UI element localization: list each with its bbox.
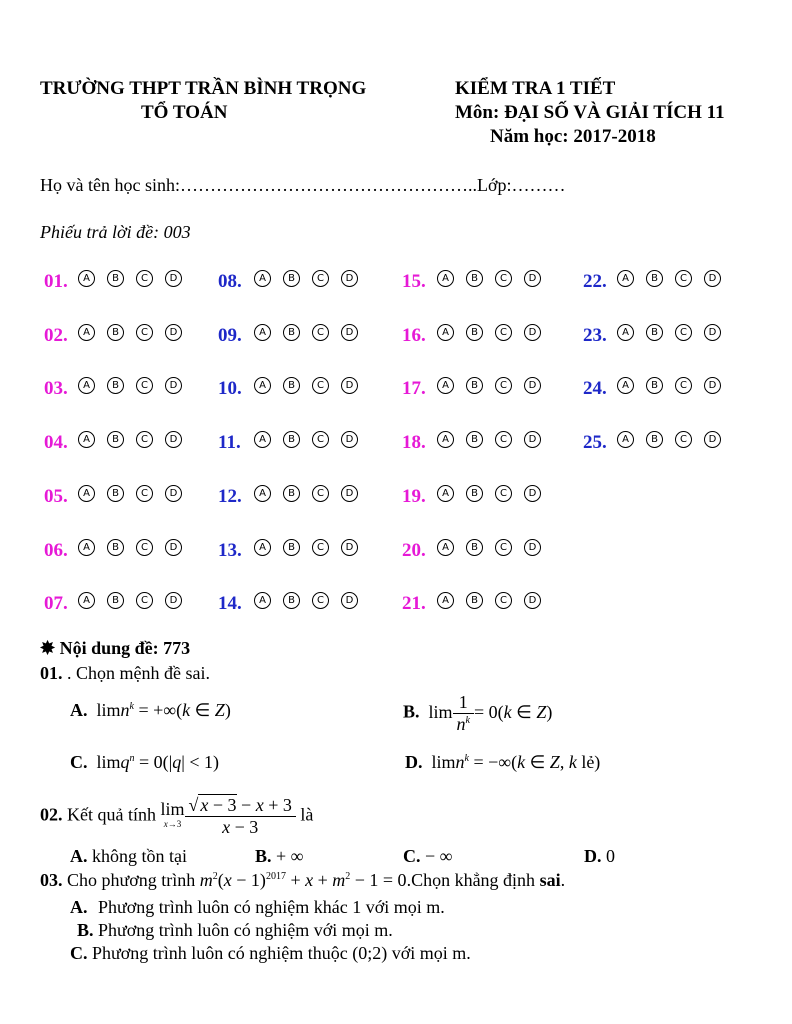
question-3-text-after: .Chọn khẳng định	[406, 870, 536, 890]
answer-bubble-c[interactable]: C	[675, 270, 692, 287]
answer-bubble-a[interactable]: A	[437, 485, 454, 502]
answer-bubble-a[interactable]: A	[78, 270, 95, 287]
q1-option-b-formula: lim $\frac{1}{n^k}$ = 0(k ∈ Z)	[424, 692, 553, 734]
q3-option-c-text: Phương trình luôn có nghiệm thuộc (0;2) với mọi m.	[92, 943, 471, 963]
answer-bubble-b[interactable]: B	[283, 377, 300, 394]
answer-bubble-b[interactable]: B	[646, 324, 663, 341]
answer-number: 06.	[44, 540, 68, 561]
answer-bubble-d[interactable]: D	[165, 539, 182, 556]
answer-number: 13.	[218, 540, 242, 561]
question-3-text-end: .	[560, 870, 566, 890]
answer-number: 12.	[218, 486, 242, 507]
answer-bubble-d[interactable]: D	[341, 377, 358, 394]
answer-bubble-c[interactable]: C	[136, 377, 153, 394]
question-1-number: 01.	[40, 663, 63, 683]
answer-bubble-a[interactable]: A	[78, 377, 95, 394]
q1-option-b-label: B.	[403, 701, 420, 722]
answer-bubble-b[interactable]: B	[107, 377, 124, 394]
answer-bubble-group	[78, 324, 182, 341]
answer-bubble-b[interactable]: B	[283, 431, 300, 448]
q2-option-b-label: B.	[255, 846, 272, 866]
q1-option-c-formula: limq$^n$ = 0(|q| < 1)	[92, 752, 220, 772]
answer-bubble-c[interactable]: C	[312, 485, 329, 502]
answer-bubble-b[interactable]: B	[646, 377, 663, 394]
student-info-line: Họ và tên học sinh:…………………………………………..Lớp:………	[40, 175, 566, 195]
answer-bubble-c[interactable]: C	[675, 324, 692, 341]
question-3-text-bold: sai	[539, 870, 561, 890]
question-2-text-before: Kết quả tính	[67, 804, 156, 825]
answer-bubble-c[interactable]: C	[136, 431, 153, 448]
answer-bubble-c[interactable]: C	[675, 431, 692, 448]
answer-bubble-c[interactable]: C	[312, 324, 329, 341]
question-3-formula: $m^2(x - 1)^{2017} + x + m^2 - 1 = 0$	[199, 870, 407, 890]
answer-bubble-b[interactable]: B	[466, 592, 483, 609]
answer-bubble-c[interactable]: C	[312, 270, 329, 287]
answer-bubble-c[interactable]: C	[495, 270, 512, 287]
answer-bubble-d[interactable]: D	[341, 485, 358, 502]
answer-bubble-a[interactable]: A	[78, 485, 95, 502]
q3-option-c-label: C.	[70, 943, 88, 963]
answer-bubble-group	[437, 431, 541, 448]
answer-bubble-c[interactable]: C	[495, 324, 512, 341]
answer-bubble-d[interactable]: D	[341, 431, 358, 448]
answer-bubble-d[interactable]: D	[165, 431, 182, 448]
answer-number: 01.	[44, 271, 68, 292]
answer-bubble-group	[254, 539, 358, 556]
answer-bubble-c[interactable]: C	[312, 431, 329, 448]
answer-bubble-d[interactable]: D	[524, 539, 541, 556]
answer-bubble-d[interactable]: D	[704, 270, 721, 287]
answer-bubble-d[interactable]: D	[524, 431, 541, 448]
answer-bubble-d[interactable]: D	[524, 485, 541, 502]
q3-option-b	[77, 920, 393, 941]
q2-option-b	[255, 846, 304, 867]
question-1	[40, 663, 210, 684]
department-name: TỔ TOÁN	[141, 102, 228, 123]
answer-bubble-group	[254, 270, 358, 287]
answer-number: 10.	[218, 378, 242, 399]
answer-bubble-d[interactable]: D	[341, 324, 358, 341]
answer-bubble-group	[437, 377, 541, 394]
answer-number: 21.	[402, 593, 426, 614]
q3-option-a-label: A.	[70, 897, 88, 917]
answer-number: 08.	[218, 271, 242, 292]
answer-bubble-b[interactable]: B	[466, 270, 483, 287]
answer-bubble-a[interactable]: A	[254, 485, 271, 502]
answer-bubble-d[interactable]: D	[165, 592, 182, 609]
answer-number: 14.	[218, 593, 242, 614]
q1-option-d-formula: limn$^k$ = −∞(k ∈ Z, k lẻ)	[427, 752, 601, 772]
answer-number: 19.	[402, 486, 426, 507]
answer-bubble-a[interactable]: A	[78, 539, 95, 556]
answer-bubble-d[interactable]: D	[704, 431, 721, 448]
answer-bubble-b[interactable]: B	[107, 324, 124, 341]
answer-bubble-c[interactable]: C	[136, 270, 153, 287]
answer-bubble-b[interactable]: B	[466, 431, 483, 448]
answer-bubble-group	[617, 377, 721, 394]
answer-bubble-a[interactable]: A	[254, 377, 271, 394]
answer-bubble-d[interactable]: D	[165, 324, 182, 341]
answer-bubble-c[interactable]: C	[136, 592, 153, 609]
answer-bubble-group	[437, 324, 541, 341]
answer-bubble-b[interactable]: B	[283, 324, 300, 341]
answer-bubble-d[interactable]: D	[165, 377, 182, 394]
answer-bubble-b[interactable]: B	[466, 485, 483, 502]
answer-bubble-group	[78, 539, 182, 556]
answer-bubble-c[interactable]: C	[495, 539, 512, 556]
answer-bubble-d[interactable]: D	[341, 539, 358, 556]
q1-option-d	[405, 752, 600, 773]
exam-subject: Môn: ĐẠI SỐ VÀ GIẢI TÍCH 11	[455, 102, 725, 123]
answer-bubble-b[interactable]: B	[107, 539, 124, 556]
q2-option-d	[584, 846, 615, 867]
answer-bubble-a[interactable]: A	[254, 324, 271, 341]
answer-bubble-a[interactable]: A	[437, 539, 454, 556]
answer-bubble-a[interactable]: A	[254, 431, 271, 448]
answer-bubble-c[interactable]: C	[495, 485, 512, 502]
q1-option-d-label: D.	[405, 752, 423, 772]
content-heading	[40, 638, 190, 659]
answer-bubble-d[interactable]: D	[524, 324, 541, 341]
q1-option-c-label: C.	[70, 752, 88, 772]
answer-number: 18.	[402, 432, 426, 453]
q2-option-a-label: A.	[70, 846, 88, 866]
answer-bubble-a[interactable]: A	[254, 270, 271, 287]
q2-option-b-text: + ∞	[276, 846, 304, 866]
answer-bubble-d[interactable]: D	[704, 377, 721, 394]
q3-option-a-text: Phương trình luôn có nghiệm khác 1 với mọi m.	[98, 897, 445, 917]
question-3	[40, 870, 565, 891]
question-2-number: 02.	[40, 804, 63, 825]
answer-bubble-group	[617, 324, 721, 341]
answer-bubble-b[interactable]: B	[107, 270, 124, 287]
answer-bubble-group	[254, 377, 358, 394]
content-heading-text: Nội dung đề: 773	[59, 638, 191, 658]
answer-bubble-a[interactable]: A	[617, 324, 634, 341]
answer-bubble-c[interactable]: C	[495, 592, 512, 609]
answer-bubble-a[interactable]: A	[437, 431, 454, 448]
q3-option-c	[70, 943, 471, 964]
answer-bubble-c[interactable]: C	[495, 377, 512, 394]
answer-bubble-c[interactable]: C	[495, 431, 512, 448]
answer-number: 05.	[44, 486, 68, 507]
school-year: Năm học: 2017-2018	[490, 126, 656, 147]
answer-sheet-title: Phiếu trả lời đề: 003	[40, 222, 191, 242]
answer-number: 07.	[44, 593, 68, 614]
answer-number: 17.	[402, 378, 426, 399]
answer-bubble-group	[617, 431, 721, 448]
answer-bubble-a[interactable]: A	[617, 377, 634, 394]
answer-bubble-c[interactable]: C	[312, 377, 329, 394]
answer-bubble-d[interactable]: D	[341, 270, 358, 287]
answer-bubble-d[interactable]: D	[165, 270, 182, 287]
answer-bubble-d[interactable]: D	[524, 270, 541, 287]
answer-number: 25.	[583, 432, 607, 453]
answer-number: 16.	[402, 325, 426, 346]
answer-bubble-d[interactable]: D	[341, 592, 358, 609]
answer-bubble-a[interactable]: A	[437, 270, 454, 287]
answer-bubble-d[interactable]: D	[524, 592, 541, 609]
answer-bubble-group	[437, 592, 541, 609]
answer-bubble-c[interactable]: C	[675, 377, 692, 394]
q1-option-a-label: A.	[70, 700, 88, 720]
answer-bubble-d[interactable]: D	[524, 377, 541, 394]
exam-title: KIỂM TRA 1 TIẾT	[455, 78, 616, 99]
answer-number: 04.	[44, 432, 68, 453]
answer-bubble-b[interactable]: B	[646, 270, 663, 287]
answer-bubble-group	[78, 485, 182, 502]
answer-bubble-b[interactable]: B	[283, 270, 300, 287]
answer-bubble-b[interactable]: B	[466, 377, 483, 394]
answer-bubble-group	[78, 270, 182, 287]
answer-bubble-a[interactable]: A	[437, 592, 454, 609]
q1-option-a	[70, 700, 231, 721]
question-2-text-after: là	[300, 804, 314, 825]
answer-number: 02.	[44, 325, 68, 346]
answer-bubble-b[interactable]: B	[107, 485, 124, 502]
answer-bubble-c[interactable]: C	[312, 592, 329, 609]
answer-bubble-b[interactable]: B	[283, 592, 300, 609]
answer-number: 23.	[583, 325, 607, 346]
q2-option-a-text: không tồn tại	[92, 846, 187, 866]
answer-bubble-group	[78, 592, 182, 609]
q1-option-b	[403, 692, 552, 735]
q3-option-b-label: B.	[77, 920, 94, 940]
question-2	[40, 795, 313, 838]
answer-bubble-c[interactable]: C	[312, 539, 329, 556]
star-icon: ✸	[40, 638, 56, 658]
q2-option-c-text: − ∞	[425, 846, 453, 866]
question-2-formula: lim x→3 $\frac{√ x - 3 - x + 3}{x - 3}$	[160, 805, 300, 825]
answer-bubble-b[interactable]: B	[107, 431, 124, 448]
answer-bubble-group	[78, 431, 182, 448]
answer-bubble-group	[254, 592, 358, 609]
answer-bubble-a[interactable]: A	[254, 592, 271, 609]
answer-bubble-b[interactable]: B	[466, 324, 483, 341]
answer-bubble-group	[437, 539, 541, 556]
answer-bubble-a[interactable]: A	[78, 324, 95, 341]
q2-option-c-label: C.	[403, 846, 421, 866]
answer-bubble-b[interactable]: B	[283, 539, 300, 556]
question-1-text: . Chọn mệnh đề sai.	[67, 663, 210, 683]
answer-bubble-b[interactable]: B	[466, 539, 483, 556]
school-name: TRƯỜNG THPT TRẦN BÌNH TRỌNG	[40, 78, 367, 99]
q2-option-a	[70, 846, 187, 867]
answer-bubble-b[interactable]: B	[283, 485, 300, 502]
answer-bubble-a[interactable]: A	[78, 592, 95, 609]
answer-number: 11.	[218, 432, 241, 453]
answer-bubble-a[interactable]: A	[254, 539, 271, 556]
answer-number: 09.	[218, 325, 242, 346]
q1-option-a-formula: limn$^k$ = +∞(k ∈ Z)	[92, 700, 231, 720]
answer-bubble-a[interactable]: A	[617, 270, 634, 287]
answer-bubble-d[interactable]: D	[165, 485, 182, 502]
answer-bubble-a[interactable]: A	[617, 431, 634, 448]
answer-bubble-group	[254, 431, 358, 448]
answer-number: 24.	[583, 378, 607, 399]
answer-bubble-a[interactable]: A	[437, 377, 454, 394]
answer-number: 22.	[583, 271, 607, 292]
answer-number: 20.	[402, 540, 426, 561]
answer-bubble-b[interactable]: B	[646, 431, 663, 448]
answer-number: 03.	[44, 378, 68, 399]
answer-bubble-group	[254, 324, 358, 341]
question-3-text-before: Cho phương trình	[67, 870, 196, 890]
answer-bubble-group	[78, 377, 182, 394]
answer-number: 15.	[402, 271, 426, 292]
q2-option-d-label: D.	[584, 846, 602, 866]
answer-bubble-d[interactable]: D	[704, 324, 721, 341]
answer-bubble-c[interactable]: C	[136, 485, 153, 502]
question-3-number: 03.	[40, 870, 63, 890]
q3-option-b-text: Phương trình luôn có nghiệm với mọi m.	[98, 920, 393, 940]
answer-bubble-group	[617, 270, 721, 287]
answer-bubble-group	[437, 485, 541, 502]
answer-bubble-c[interactable]: C	[136, 324, 153, 341]
q3-option-a	[70, 897, 445, 918]
answer-bubble-a[interactable]: A	[78, 431, 95, 448]
answer-bubble-group	[437, 270, 541, 287]
answer-bubble-c[interactable]: C	[136, 539, 153, 556]
q2-option-c	[403, 846, 452, 867]
answer-bubble-b[interactable]: B	[107, 592, 124, 609]
q2-option-d-text: 0	[606, 846, 615, 866]
answer-bubble-a[interactable]: A	[437, 324, 454, 341]
q1-option-c	[70, 752, 219, 773]
answer-bubble-group	[254, 485, 358, 502]
